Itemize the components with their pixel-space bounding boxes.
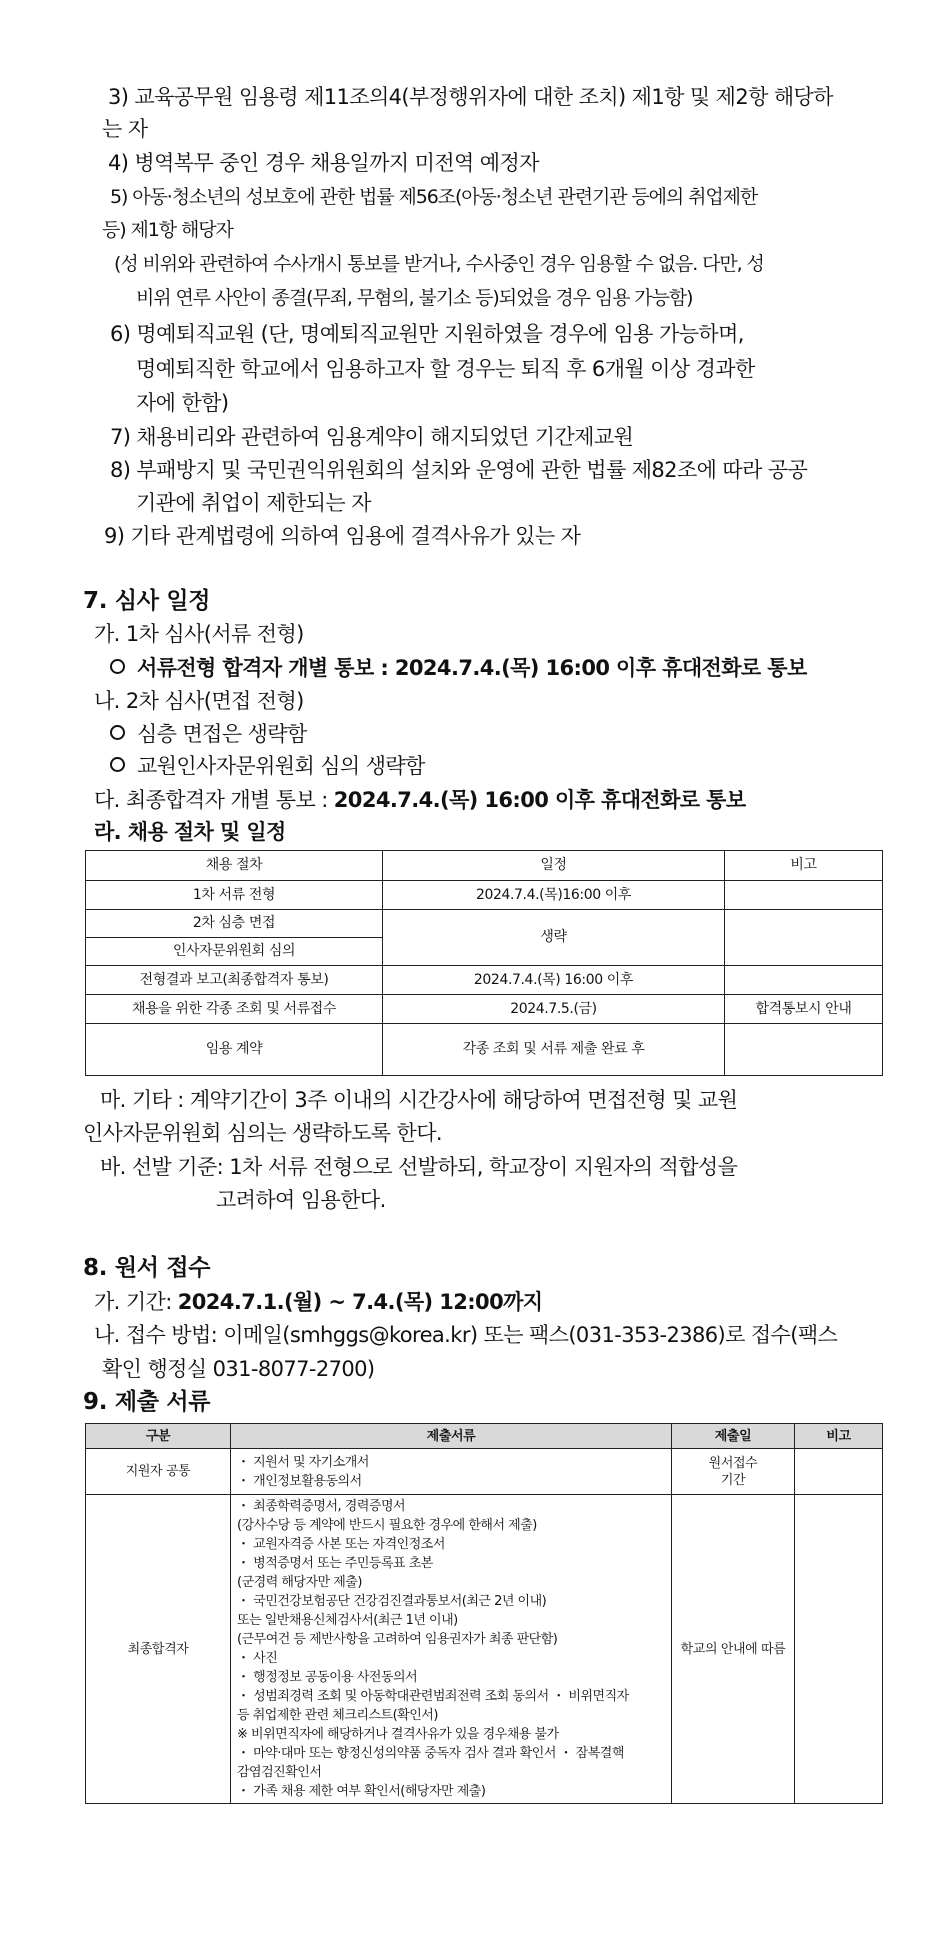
final-notice — [94, 786, 746, 814]
selection-criteria-cont: 고려하여 임용한다. — [216, 1188, 386, 1212]
table-row — [86, 910, 883, 938]
table-row — [86, 881, 883, 910]
table-cell: 각종 조회 및 서류 제출 완료 후 — [383, 1024, 725, 1076]
list-item: ・ 가족 채용 제한 여부 확인서(해당자만 제출) — [237, 1784, 486, 1799]
eligibility-item-6-cont2: 자에 한함) — [136, 391, 229, 415]
final-notice-value: 2024.7.4.(목) 16:00 이후 휴대전화로 통보 — [333, 788, 746, 812]
table-cell: 최종합격자 — [86, 1495, 231, 1804]
table-cell — [231, 1449, 672, 1495]
table-cell: 2024.7.5.(금) — [383, 995, 725, 1024]
circle-bullet-icon — [110, 659, 125, 674]
section-8-title: 8. 원서 접수 — [83, 1255, 211, 1281]
due-line: 기간 — [720, 1472, 746, 1488]
table-cell: 지원자 공통 — [86, 1449, 231, 1495]
final-notice-label: 다. 최종합격자 개별 통보 : — [94, 788, 334, 812]
table-cell — [795, 1495, 883, 1804]
screening-step-2-bullet-2-text: 교원인사자문위원회 심의 생략함 — [137, 754, 425, 778]
table-row — [86, 1495, 883, 1804]
table-header: 채용 절차 — [86, 851, 383, 881]
section-9-title: 9. 제출 서류 — [83, 1389, 211, 1415]
table-header: 일정 — [383, 851, 725, 881]
eligibility-item-6: 6) 명예퇴직교원 (단, 명예퇴직교원만 지원하였을 경우에 임용 가능하며, — [110, 322, 744, 346]
table-cell — [725, 881, 883, 910]
eligibility-item-6-cont: 명예퇴직한 학교에서 임용하고자 할 경우는 퇴직 후 6개월 이상 경과한 — [136, 357, 755, 381]
other-note: 마. 기타 : 계약기간이 3주 이내의 시간강사에 해당하여 면접전형 및 교원 — [100, 1088, 738, 1112]
eligibility-item-4: 4) 병역복무 중인 경우 채용일까지 미전역 예정자 — [108, 151, 539, 175]
eligibility-item-5: 5) 아동·청소년의 성보호에 관한 법률 제56조(아동·청소년 관련기관 등에의 취업제한 — [110, 186, 758, 208]
list-item: ・ 병적증명서 또는 주민등록표 초본 — [237, 1556, 433, 1571]
table-cell: 생략 — [383, 910, 725, 966]
screening-step-1-notice-text: 서류전형 합격자 개별 통보 : 2024.7.4.(목) 16:00 이후 휴대전화로 통보 — [137, 656, 807, 680]
table-cell: 1차 서류 전형 — [86, 881, 383, 910]
table-row — [86, 966, 883, 995]
screening-step-1: 가. 1차 심사(서류 전형) — [94, 622, 304, 646]
table-header: 비고 — [795, 1424, 883, 1449]
table-cell — [231, 1495, 672, 1804]
eligibility-item-8-cont: 기관에 취업이 제한되는 자 — [136, 491, 371, 515]
list-item: ・ 최종학력증명서, 경력증명서 — [237, 1499, 406, 1514]
application-period-value: 2024.7.1.(월) ~ 7.4.(목) 12:00까지 — [177, 1290, 543, 1314]
table-cell — [725, 966, 883, 995]
application-period — [94, 1288, 542, 1316]
table-cell — [725, 910, 883, 966]
table-cell — [795, 1449, 883, 1495]
table-cell — [672, 1449, 795, 1495]
screening-step-2: 나. 2차 심사(면접 전형) — [94, 689, 304, 713]
list-item: 또는 일반채용신체검사서(최근 1년 이내) — [237, 1613, 458, 1628]
table-cell: 합격통보시 안내 — [725, 995, 883, 1024]
table-cell: 인사자문위원회 심의 — [86, 938, 383, 966]
list-item: 등 취업제한 관련 체크리스트(확인서) — [237, 1708, 438, 1723]
table-row — [86, 1449, 883, 1495]
table-cell: 2차 심층 면접 — [86, 910, 383, 938]
list-item: 감염검진확인서 — [237, 1765, 322, 1780]
list-item: ・ 사진 — [237, 1651, 278, 1666]
table-cell — [725, 1024, 883, 1076]
eligibility-item-7: 7) 채용비리와 관련하여 임용계약이 해지되었던 기간제교원 — [110, 425, 634, 449]
eligibility-item-5-note-cont: 비위 연루 사안이 종결(무죄, 무혐의, 불기소 등)되었을 경우 임용 가능함) — [136, 287, 693, 309]
list-item: ・ 개인정보활용동의서 — [237, 1473, 362, 1489]
application-method: 나. 접수 방법: 이메일(smhggs@korea.kr) 또는 팩스(031-353-2386)로 접수(팩스 — [94, 1323, 838, 1347]
list-item: ・ 교원자격증 사본 또는 자격인정조서 — [237, 1537, 445, 1552]
other-note-cont: 인사자문위원회 심의는 생략하도록 한다. — [83, 1121, 442, 1145]
table-header: 비고 — [725, 851, 883, 881]
table-row — [86, 1024, 883, 1076]
eligibility-item-9: 9) 기타 관계법령에 의하여 임용에 결격사유가 있는 자 — [104, 524, 581, 548]
eligibility-item-8: 8) 부패방지 및 국민권익위원회의 설치와 운영에 관한 법률 제82조에 따라 공공 — [110, 458, 808, 482]
list-item: ・ 마약·대마 또는 향정신성의약품 중독자 검사 결과 확인서 ・ 잠복결핵 — [237, 1746, 624, 1761]
list-item: (군경력 해당자만 제출) — [237, 1575, 362, 1590]
eligibility-item-5-cont: 등) 제1항 해당자 — [102, 219, 233, 241]
list-item: ・ 성범죄경력 조회 및 아동학대관련범죄전력 조회 동의서 ・ 비위면직자 — [237, 1689, 629, 1704]
schedule-table — [85, 850, 883, 1076]
schedule-subtitle: 라. 채용 절차 및 일정 — [94, 820, 286, 844]
list-item: ※ 비위면직자에 해당하거나 결격사유가 있을 경우채용 불가 — [237, 1727, 559, 1742]
screening-step-2-bullet-2 — [110, 752, 425, 780]
eligibility-item-5-note: (성 비위와 관련하여 수사개시 통보를 받거나, 수사중인 경우 임용할 수 없음. 다만, 성 — [114, 253, 764, 275]
eligibility-item-3-cont: 는 자 — [102, 117, 148, 141]
section-7-title: 7. 심사 일정 — [83, 588, 211, 614]
table-header-row — [86, 851, 883, 881]
table-header: 제출서류 — [231, 1424, 672, 1449]
screening-step-2-bullet-1-text: 심층 면접은 생략함 — [137, 722, 307, 746]
table-cell: 2024.7.4.(목)16:00 이후 — [383, 881, 725, 910]
list-item: ・ 국민건강보험공단 건강검진결과통보서(최근 2년 이내) — [237, 1594, 547, 1609]
table-cell: 채용을 위한 각종 조회 및 서류접수 — [86, 995, 383, 1024]
table-cell: 2024.7.4.(목) 16:00 이후 — [383, 966, 725, 995]
selection-criteria: 바. 선발 기준: 1차 서류 전형으로 선발하되, 학교장이 지원자의 적합성을 — [100, 1155, 738, 1179]
screening-step-1-notice — [110, 654, 807, 682]
table-header-row — [86, 1424, 883, 1449]
table-header: 구분 — [86, 1424, 231, 1449]
table-cell: 전형결과 보고(최종합격자 통보) — [86, 966, 383, 995]
circle-bullet-icon — [110, 725, 125, 740]
application-period-label: 가. 기간: — [94, 1290, 178, 1314]
table-header: 제출일 — [672, 1424, 795, 1449]
documents-table — [85, 1423, 883, 1804]
circle-bullet-icon — [110, 757, 125, 772]
table-cell: 임용 계약 — [86, 1024, 383, 1076]
due-line: 원서접수 — [708, 1455, 758, 1471]
screening-step-2-bullet-1 — [110, 720, 307, 748]
list-item: (강사수당 등 계약에 반드시 필요한 경우에 한해서 제출) — [237, 1518, 537, 1533]
application-method-cont: 확인 행정실 031-8077-2700) — [102, 1357, 375, 1381]
list-item: (근무여건 등 제반사항을 고려하여 임용권자가 최종 판단함) — [237, 1632, 558, 1647]
eligibility-item-3: 3) 교육공무원 임용령 제11조의4(부정행위자에 대한 조치) 제1항 및 제2항 해당하 — [108, 85, 833, 109]
table-cell: 학교의 안내에 따름 — [672, 1495, 795, 1804]
list-item: ・ 행정정보 공동이용 사전동의서 — [237, 1670, 418, 1685]
table-row — [86, 995, 883, 1024]
list-item: ・ 지원서 및 자기소개서 — [237, 1454, 369, 1470]
